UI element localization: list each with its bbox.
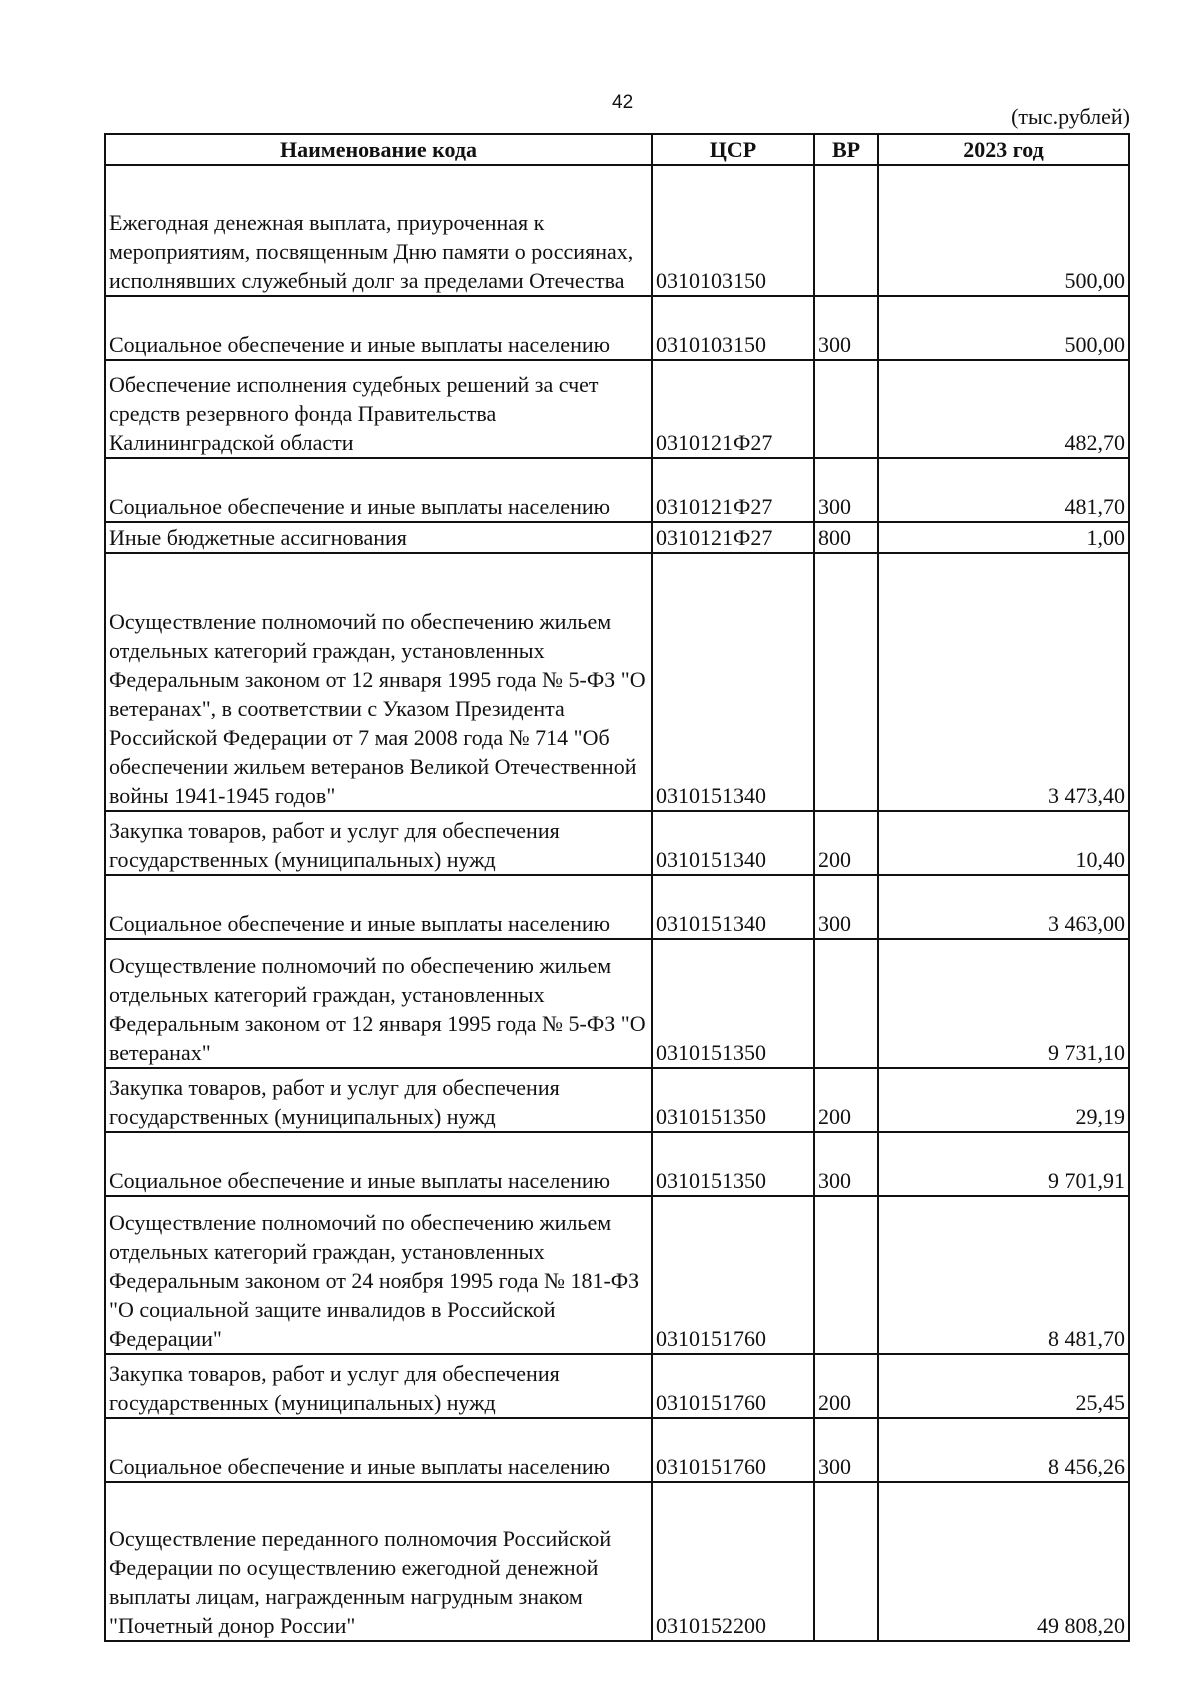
row-vr <box>814 165 878 296</box>
row-csr: 0310151340 <box>652 875 814 939</box>
row-name: Социальное обеспечение и иные выплаты населению <box>105 458 652 522</box>
row-sum: 25,45 <box>878 1354 1129 1418</box>
row-vr: 200 <box>814 1068 878 1132</box>
row-name: Социальное обеспечение и иные выплаты населению <box>105 296 652 360</box>
row-csr: 0310152200 <box>652 1482 814 1641</box>
row-csr: 0310103150 <box>652 296 814 360</box>
row-sum: 500,00 <box>878 296 1129 360</box>
row-sum: 9 731,10 <box>878 939 1129 1068</box>
row-csr: 0310121Ф27 <box>652 458 814 522</box>
row-name: Ежегодная денежная выплата, приуроченная к мероприятиям, посвященным Дню памяти о россиянах, исполнявших служебный долг за пределами Отечества <box>105 165 652 296</box>
row-vr <box>814 1482 878 1641</box>
table-row <box>105 553 1129 811</box>
row-name: Осуществление полномочий по обеспечению жильем отдельных категорий граждан, установленных Федеральным законом от 12 января 1995 года № 5-ФЗ "О ветеранах" <box>105 939 652 1068</box>
row-name: Закупка товаров, работ и услуг для обеспечения государственных (муниципальных) нужд <box>105 1354 652 1418</box>
row-sum: 8 481,70 <box>878 1196 1129 1354</box>
row-csr: 0310121Ф27 <box>652 360 814 458</box>
row-name: Социальное обеспечение и иные выплаты населению <box>105 1418 652 1482</box>
row-name: Обеспечение исполнения судебных решений за счет средств резервного фонда Правительства Калининградской области <box>105 360 652 458</box>
row-csr: 0310151760 <box>652 1196 814 1354</box>
units-label: (тыс.рублей) <box>1011 104 1130 129</box>
row-csr: 0310151760 <box>652 1354 814 1418</box>
page-number: 42 <box>612 92 634 113</box>
header-vr: ВР <box>814 134 878 165</box>
row-name: Осуществление полномочий по обеспечению жильем отдельных категорий граждан, установленных Федеральным законом от 12 января 1995 года № 5-ФЗ "О ветеранах", в соответствии с Указом Президента Российской Федерации от 7 мая 2008 года № 714 "Об обеспечении жильем ветеранов Великой Отечественной войны 1941-1945 годов" <box>105 553 652 811</box>
row-csr: 0310151350 <box>652 1068 814 1132</box>
row-csr: 0310151760 <box>652 1418 814 1482</box>
budget-table <box>104 133 1130 1642</box>
row-name: Иные бюджетные ассигнования <box>105 522 652 553</box>
row-sum: 9 701,91 <box>878 1132 1129 1196</box>
row-vr: 300 <box>814 458 878 522</box>
row-csr: 0310151350 <box>652 939 814 1068</box>
row-name: Социальное обеспечение и иные выплаты населению <box>105 1132 652 1196</box>
table-row <box>105 1418 1129 1482</box>
row-vr <box>814 360 878 458</box>
row-vr <box>814 1196 878 1354</box>
row-name: Закупка товаров, работ и услуг для обеспечения государственных (муниципальных) нужд <box>105 1068 652 1132</box>
table-row <box>105 1132 1129 1196</box>
row-sum: 1,00 <box>878 522 1129 553</box>
table-row <box>105 458 1129 522</box>
table-row <box>105 811 1129 875</box>
row-sum: 3 463,00 <box>878 875 1129 939</box>
row-vr: 300 <box>814 1418 878 1482</box>
row-vr: 200 <box>814 811 878 875</box>
table-row <box>105 1482 1129 1641</box>
table-row <box>105 360 1129 458</box>
row-csr: 0310151340 <box>652 811 814 875</box>
table-row <box>105 1354 1129 1418</box>
row-name: Социальное обеспечение и иные выплаты населению <box>105 875 652 939</box>
row-vr: 300 <box>814 875 878 939</box>
row-vr <box>814 553 878 811</box>
table-row <box>105 1068 1129 1132</box>
header-sum: 2023 год <box>878 134 1129 165</box>
table-row <box>105 296 1129 360</box>
header-csr: ЦСР <box>652 134 814 165</box>
row-sum: 3 473,40 <box>878 553 1129 811</box>
row-sum: 500,00 <box>878 165 1129 296</box>
row-sum: 29,19 <box>878 1068 1129 1132</box>
row-sum: 481,70 <box>878 458 1129 522</box>
row-vr: 200 <box>814 1354 878 1418</box>
row-vr: 800 <box>814 522 878 553</box>
row-csr: 0310151340 <box>652 553 814 811</box>
table-row <box>105 939 1129 1068</box>
header-name: Наименование кода <box>105 134 652 165</box>
row-sum: 49 808,20 <box>878 1482 1129 1641</box>
table-row <box>105 165 1129 296</box>
row-name: Закупка товаров, работ и услуг для обеспечения государственных (муниципальных) нужд <box>105 811 652 875</box>
table-row <box>105 875 1129 939</box>
row-csr: 0310121Ф27 <box>652 522 814 553</box>
row-vr: 300 <box>814 1132 878 1196</box>
table-row <box>105 1196 1129 1354</box>
row-sum: 482,70 <box>878 360 1129 458</box>
row-csr: 0310151350 <box>652 1132 814 1196</box>
header-row <box>105 134 1129 165</box>
table-row <box>105 522 1129 553</box>
row-sum: 10,40 <box>878 811 1129 875</box>
row-vr: 300 <box>814 296 878 360</box>
row-csr: 0310103150 <box>652 165 814 296</box>
row-name: Осуществление полномочий по обеспечению жильем отдельных категорий граждан, установленных Федеральным законом от 24 ноября 1995 года № 181-ФЗ "О социальной защите инвалидов в Российской Федерации" <box>105 1196 652 1354</box>
row-name: Осуществление переданного полномочия Российской Федерации по осуществлению ежегодной денежной выплаты лицам, награжденным нагрудным знаком "Почетный донор России" <box>105 1482 652 1641</box>
row-sum: 8 456,26 <box>878 1418 1129 1482</box>
row-vr <box>814 939 878 1068</box>
